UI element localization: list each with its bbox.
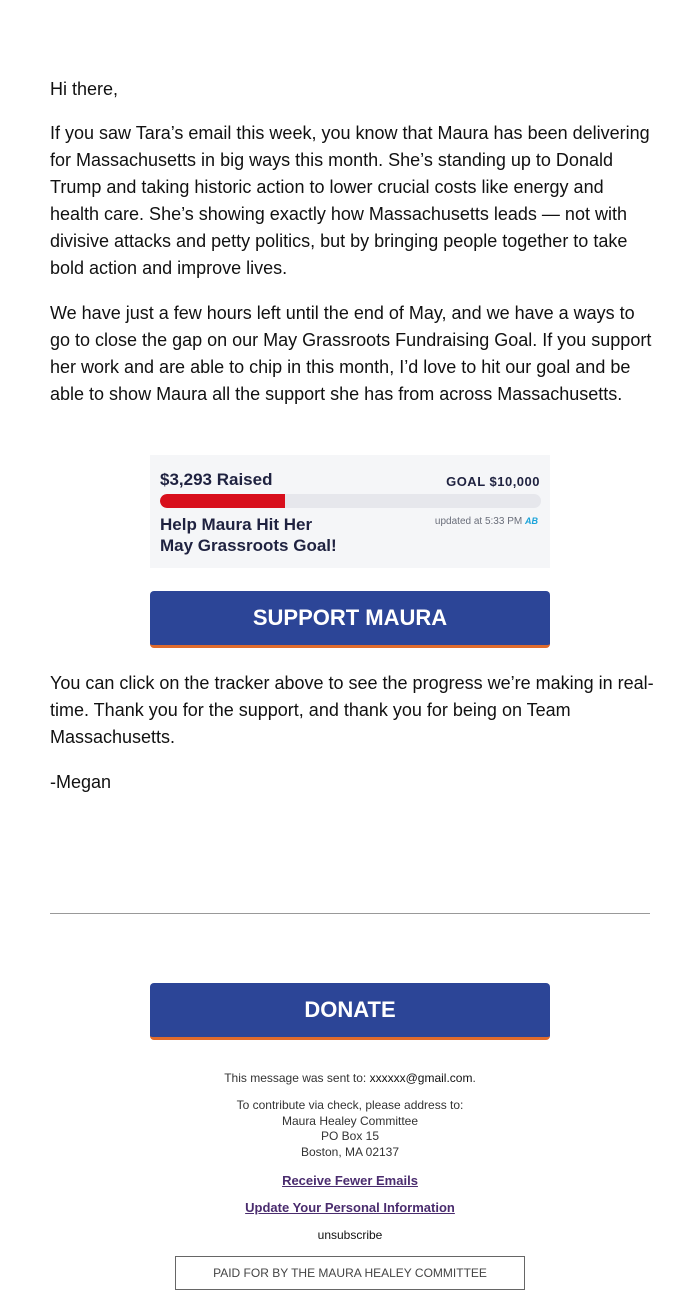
- sent-to-suffix: .: [472, 1071, 476, 1085]
- tracker-heading: [160, 514, 337, 556]
- body-paragraph: If you saw Tara’s email this week, you know that Maura has been delivering for Massachusetts in big ways this month. She’s standing up to Donald Trump and taking historic action to lower crucial costs like energy and health care. She’s showing exactly how Massachusetts leads — not with divisive attacks and petty politics, but by bringing people together to take bold action and improve lives.: [50, 123, 650, 278]
- donate-button[interactable]: DONATE: [150, 983, 550, 1040]
- paid-for-disclaimer: PAID FOR BY THE MAURA HEALEY COMMITTEE: [175, 1256, 525, 1290]
- address-intro: To contribute via check, please address to:: [236, 1098, 464, 1112]
- mailing-address: [0, 1098, 700, 1160]
- tracker-heading-line2: May Grassroots Goal!: [160, 536, 337, 555]
- fewer-emails-row: [0, 1173, 700, 1188]
- support-maura-button[interactable]: SUPPORT MAURA: [150, 591, 550, 648]
- email-body: [50, 76, 655, 426]
- progress-bar: [160, 494, 541, 508]
- updated-timestamp: [435, 516, 538, 527]
- unsubscribe-link[interactable]: unsubscribe: [317, 1228, 383, 1242]
- sent-to-notice: [0, 1071, 700, 1085]
- actblue-icon: AB: [525, 516, 538, 526]
- address-box: PO Box 15: [320, 1129, 380, 1143]
- fundraising-tracker[interactable]: [150, 455, 550, 568]
- goal-amount: GOAL $10,000: [446, 474, 540, 489]
- receive-fewer-emails-link[interactable]: Receive Fewer Emails: [282, 1173, 418, 1188]
- address-city: Boston, MA 02137: [300, 1144, 400, 1159]
- address-name: Maura Healey Committee: [281, 1113, 419, 1128]
- sent-to-prefix: This message was sent to:: [224, 1071, 370, 1085]
- recipient-email: xxxxxx@gmail.com: [369, 1071, 473, 1085]
- amount-raised: $3,293 Raised: [160, 470, 273, 489]
- update-personal-info-link[interactable]: Update Your Personal Information: [245, 1200, 455, 1215]
- closing-section: [50, 670, 655, 814]
- progress-bar-fill: [160, 494, 285, 508]
- body-paragraph: We have just a few hours left until the end of May, and we have a ways to go to close the gap on our May Grassroots Fundraising Goal. If you support her work and are able to chip in this month, I’d love to hit our goal and be able to show Maura all the support she has from across Massachusetts.: [50, 303, 652, 404]
- closing-paragraph: You can click on the tracker above to see the progress we’re making in real-time. Thank you for the support, and thank you for being on Team Massachusetts.: [50, 673, 654, 747]
- greeting: Hi there,: [50, 79, 119, 99]
- divider: [50, 913, 650, 914]
- updated-text: updated at 5:33 PM: [434, 516, 523, 527]
- tracker-heading-line1: Help Maura Hit Her: [160, 515, 313, 534]
- signature: -Megan: [50, 772, 112, 792]
- update-info-row: [0, 1200, 700, 1215]
